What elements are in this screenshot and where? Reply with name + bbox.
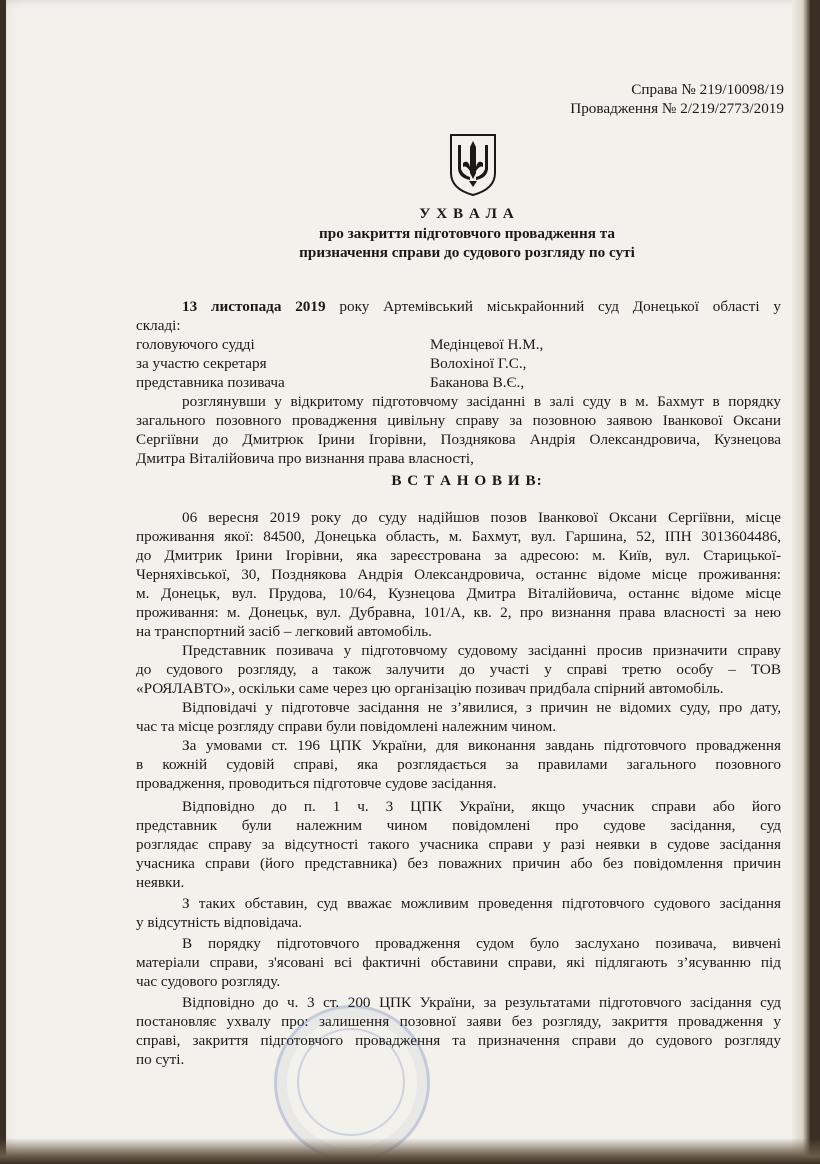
- body-line: постановляє ухвалу про: залишення позовної заяви без розгляду, закриття провадження у: [136, 1013, 781, 1030]
- body-line: представник були належним чином повідомлені про судове засідання, суд: [136, 817, 781, 834]
- body-line: до судового розгляду, а також залучити до участі у справі третю особу – ТОВ: [136, 661, 781, 678]
- body-line: провадження, проводиться підготовче судове засідання.: [136, 775, 497, 792]
- document-type: У Х В А Л А: [419, 205, 515, 222]
- body-line: справі, закриття підготовчого провадження та призначення справи до судового розгляду: [136, 1032, 781, 1049]
- intro-para-line: Сергіївни до Дмитрюк Ірини Ігорівни, Позднякова Андрія Олександровича, Кузнецова: [136, 431, 781, 448]
- proceeding-number: Провадження № 2/219/2773/2019: [570, 100, 784, 117]
- ukraine-trident-icon: [449, 133, 497, 197]
- body-line: «РОЯЛАВТО», оскільки саме через цю організацію позивач придбала спірний автомобіль.: [136, 680, 724, 697]
- composition-name-judge: Медінцевої Н.М.,: [430, 336, 544, 353]
- intro-para-line: загального позовного провадження цивільну справу за позовною заявою Іванкової Оксани: [136, 412, 781, 429]
- body-line: час судового розгляду.: [136, 973, 281, 990]
- body-line: учасника справи (його представника) без поважних причин або без повідомлення причин: [136, 855, 781, 872]
- title-line-1: про закриття підготовчого провадження та: [319, 225, 615, 242]
- case-number: Справа № 219/10098/19: [631, 81, 784, 98]
- body-line: до Дмитрик Ірини Ігорівни, яка зареєстрована за адресою: м. Київ, вул. Старицької-: [136, 547, 781, 564]
- court-seal-inner-ring: [297, 1028, 405, 1136]
- document-page: [6, 0, 810, 1164]
- body-line: в кожній судовій справі, яка розглядається за правилами загального позовного: [136, 756, 781, 773]
- body-line: проживання: м. Донецьк, вул. Дубравна, 101/А, кв. 2, про визнання права власності за нею: [136, 604, 781, 621]
- body-line: матеріали справи, з'ясовані всі фактичні обставини справи, які підлягають з’ясуванню під: [136, 954, 781, 971]
- body-line: В порядку підготовчого провадження судом було заслухано позивача, вивчені: [182, 935, 781, 952]
- intro-para-line: розглянувши у відкритому підготовчому засіданні в залі суду в м. Бахмут в порядку: [182, 393, 781, 410]
- body-line: З таких обставин, суд вважає можливим проведення підготовчого судового засідання: [182, 895, 781, 912]
- composition-name-representative: Баканова В.Є.,: [430, 374, 525, 391]
- composition-role-judge: головуючого судді: [136, 336, 255, 353]
- page-edge-shadow: [792, 0, 810, 1164]
- intro-line-2: складі:: [136, 317, 181, 334]
- intro-line-1: [136, 297, 781, 316]
- intro-line-1-rest: року Артемівський міськрайонний суд Донецької області у: [339, 298, 781, 315]
- composition-role-representative: представника позивача: [136, 374, 285, 391]
- title-line-2: призначення справи до судового розгляду по суті: [299, 244, 635, 261]
- body-line: неявки.: [136, 874, 185, 891]
- composition-role-secretary: за участю секретаря: [136, 355, 267, 372]
- body-line: За умовами ст. 196 ЦПК України, для виконання завдань підготовчого провадження: [182, 737, 781, 754]
- body-line: час та місце розгляду справи були повідомлені належним чином.: [136, 718, 557, 735]
- body-line: Представник позивача у підготовчому судовому засіданні просив призначити справу: [182, 642, 781, 659]
- body-line: Черняхівської, 30, Позднякова Андрія Олександровича, останнє відоме місце проживання:: [136, 566, 781, 583]
- body-line: проживання якої: 84500, Донецька область, м. Бахмут, вул. Гаршина, 52, ІПН 3013604486,: [136, 528, 781, 545]
- body-line: у відсутність відповідача.: [136, 914, 302, 931]
- body-line: Відповідно до п. 1 ч. 3 ЦПК України, якщо учасник справи або його: [182, 798, 781, 815]
- body-line: на транспортний засіб – легковий автомобіль.: [136, 623, 432, 640]
- body-line: Відповідачі у підготовче засідання не з’явилися, з причин не відомих суду, про дату,: [182, 699, 781, 716]
- section-heading: В С Т А Н О В И В:: [391, 472, 543, 489]
- intro-para-line: Дмитра Віталійовича про визнання права власності,: [136, 450, 474, 467]
- decision-date: 13 листопада 2019: [182, 298, 326, 315]
- body-line: м. Донецьк, вул. Прудова, 10/64, Кузнецова Дмитра Віталійовича, останнє відоме місце: [136, 585, 781, 602]
- body-line: 06 вересня 2019 року до суду надійшов позов Іванкової Оксани Сергіївни, місце: [182, 509, 781, 526]
- body-line: Відповідно до ч. 3 ст. 200 ЦПК України, за результатами підготовчого засідання суд: [182, 994, 781, 1011]
- body-line: по суті.: [136, 1051, 185, 1068]
- body-line: розглядає справу за відсутності такого учасника справи у разі неявки в судове засідання: [136, 836, 781, 853]
- composition-name-secretary: Волохіної Г.С.,: [430, 355, 527, 372]
- page-bottom-edge: [0, 1138, 820, 1164]
